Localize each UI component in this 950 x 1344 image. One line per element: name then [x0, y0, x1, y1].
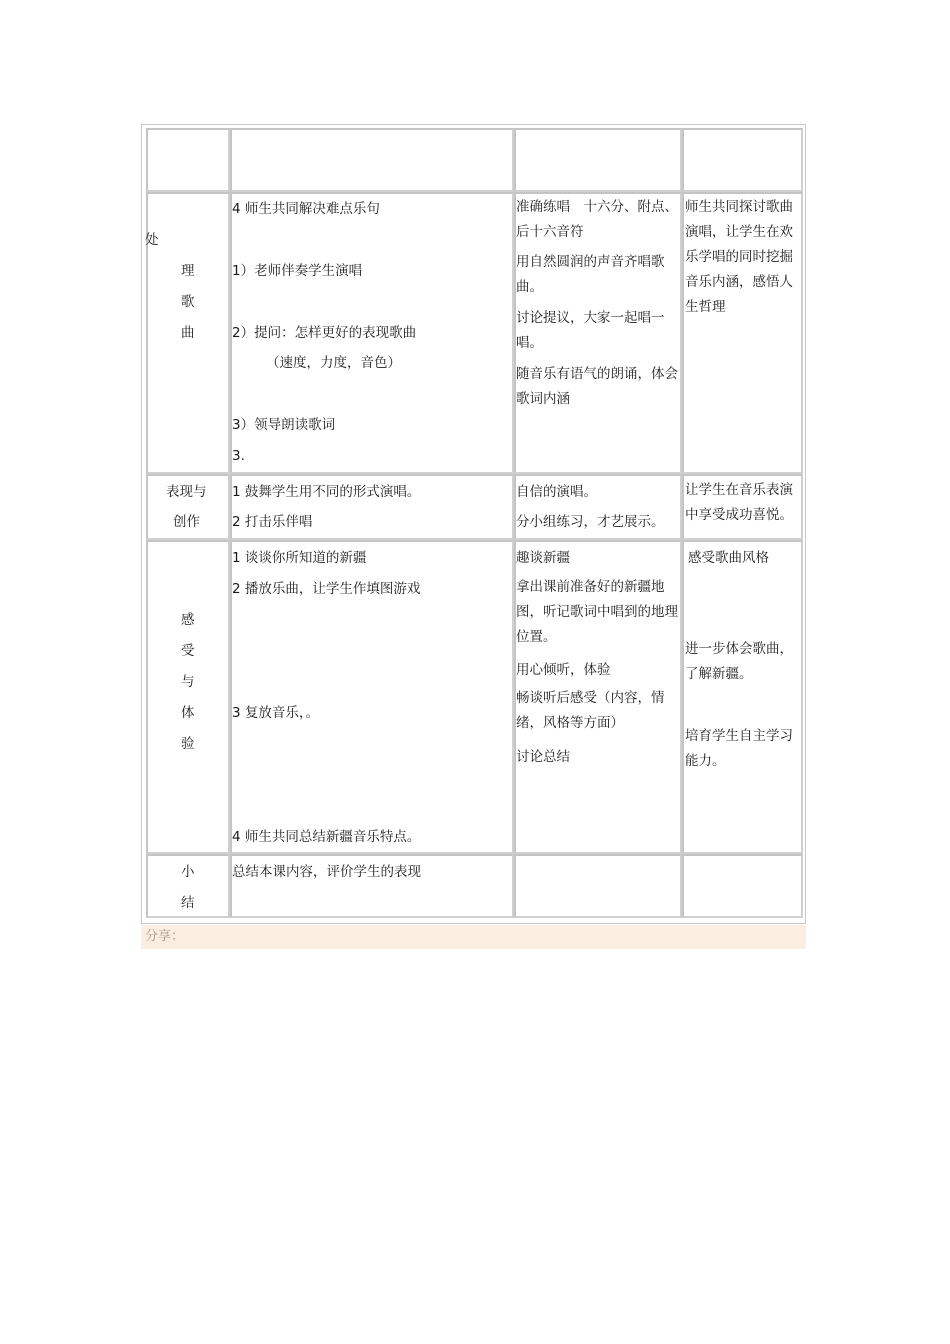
stage-label: 表现与: [166, 484, 207, 500]
stage-char: 体: [181, 705, 195, 721]
stage-char: 受: [181, 643, 195, 659]
teacher-step: 总结本课内容，评价学生的表现: [232, 864, 421, 880]
header-cell-intent: [682, 128, 803, 192]
row-feel-intent-cell: [682, 540, 803, 854]
teacher-step: 3.: [232, 448, 245, 464]
design-intent: 进一步体会歌曲，了解新疆。: [685, 641, 793, 682]
share-bar[interactable]: [141, 925, 806, 949]
student-activity: 畅谈听后感受（内容，情绪，风格等方面）: [516, 690, 665, 731]
teacher-step: 2 打击乐伴唱: [232, 514, 313, 530]
student-activity: 随音乐有语气的朗诵，体会歌词内涵: [516, 366, 678, 407]
teacher-step: 4 师生共同解决难点乐句: [232, 201, 380, 217]
stage-char: 感: [181, 612, 195, 628]
header-cell-student: [514, 128, 682, 192]
student-activity: 讨论提议，大家一起唱一唱。: [516, 310, 665, 351]
stage-char: 与: [181, 674, 195, 690]
design-intent: 师生共同探讨歌曲演唱，让学生在欢乐学唱的同时挖掘音乐内涵，感悟人生哲理: [685, 199, 793, 315]
teacher-step: 4 师生共同总结新疆音乐特点。: [232, 829, 421, 845]
teacher-step: 2 播放乐曲，让学生作填图游戏: [232, 581, 421, 597]
student-activity: 拿出课前准备好的新疆地图，听记歌词中唱到的地理位置。: [516, 579, 678, 645]
design-intent: 让学生在音乐表演中享受成功喜悦。: [685, 482, 793, 523]
stage-char: 歌: [181, 294, 195, 310]
design-intent: 培育学生自主学习能力。: [685, 728, 793, 769]
row-summary-intent-cell: [682, 854, 803, 918]
teacher-step: 2）提问：怎样更好的表现歌曲: [232, 325, 417, 341]
stage-label: 创作: [173, 514, 200, 530]
student-activity: 准确练唱 十六分、附点、后十六音符: [516, 199, 678, 240]
stage-char: 小: [181, 864, 195, 880]
stage-char: 曲: [181, 325, 195, 341]
row-feel-stage-cell: [146, 540, 230, 854]
stage-char: 处: [145, 232, 159, 248]
student-activity: 趣谈新疆: [516, 550, 570, 566]
student-activity: 用心倾听，体验: [516, 662, 611, 678]
header-cell-stage: [146, 128, 230, 192]
student-activity: 讨论总结: [516, 749, 570, 765]
student-activity: 分小组练习，才艺展示。: [516, 514, 665, 530]
teacher-step: 1 鼓舞学生用不同的形式演唱。: [232, 484, 421, 500]
student-activity: 自信的演唱。: [516, 484, 597, 500]
share-label[interactable]: 分享：: [145, 929, 185, 944]
teacher-step: 3）领导朗读歌词: [232, 417, 336, 433]
stage-char: 理: [181, 263, 195, 279]
teacher-step: 3 复放音乐，。: [232, 705, 320, 721]
teacher-step: 1）老师伴奏学生演唱: [232, 263, 363, 279]
stage-char: 验: [181, 736, 195, 752]
design-intent: 感受歌曲风格: [688, 550, 769, 566]
teacher-step: 1 谈谈你所知道的新疆: [232, 550, 367, 566]
row-summary-student-cell: [514, 854, 682, 918]
stage-char: 结: [181, 895, 195, 911]
teacher-step: （速度，力度，音色）: [266, 355, 401, 371]
student-activity: 用自然圆润的声音齐唱歌曲。: [516, 254, 665, 295]
header-cell-teacher: [230, 128, 514, 192]
